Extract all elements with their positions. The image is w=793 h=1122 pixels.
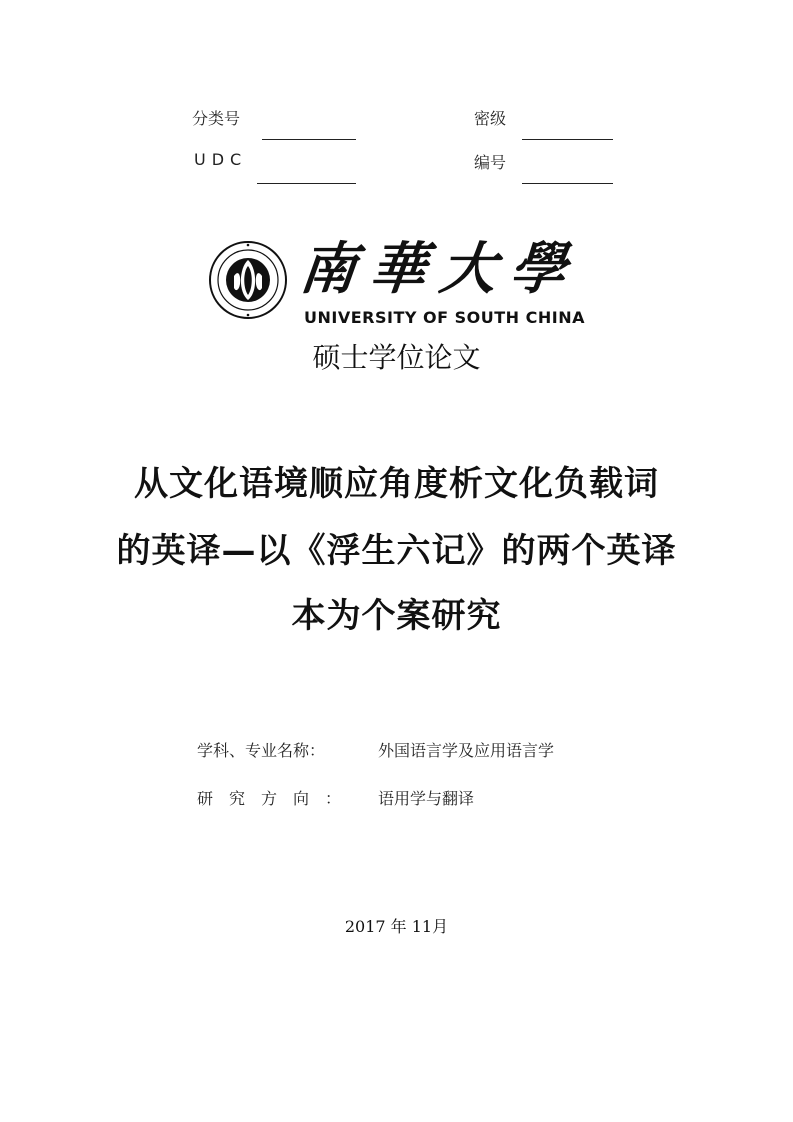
secrecy-line: [522, 139, 613, 140]
university-name-en: UNIVERSITY OF SOUTH CHINA: [304, 308, 585, 327]
classification-line: [262, 139, 356, 140]
direction-value: 语用学与翻译: [378, 789, 475, 808]
degree-type: 硕士学位论文: [312, 341, 481, 374]
submission-date: 2017 年 11月: [344, 917, 449, 936]
university-seal-icon: [208, 240, 288, 320]
serial-line: [522, 183, 613, 184]
university-name-cn: 南華大學: [296, 236, 584, 302]
udc-label: UDC: [194, 150, 248, 169]
major-value: 外国语言学及应用语言学: [378, 741, 555, 760]
classification-label: 分类号: [192, 109, 241, 128]
university-logo: [208, 236, 588, 330]
secrecy-label: 密级: [474, 109, 507, 128]
major-label: 学科、专业名称：: [197, 741, 326, 760]
thesis-title-line-2: 的英译—以《浮生六记》的两个英译: [116, 531, 677, 571]
thesis-title-line-3: 本为个案研究: [291, 596, 502, 636]
thesis-title-line-1: 从文化语境顺应角度析文化负载词: [134, 464, 659, 504]
serial-label: 编号: [474, 153, 507, 172]
direction-label: 研 究 方 向 ：: [197, 789, 342, 808]
udc-line: [257, 183, 356, 184]
